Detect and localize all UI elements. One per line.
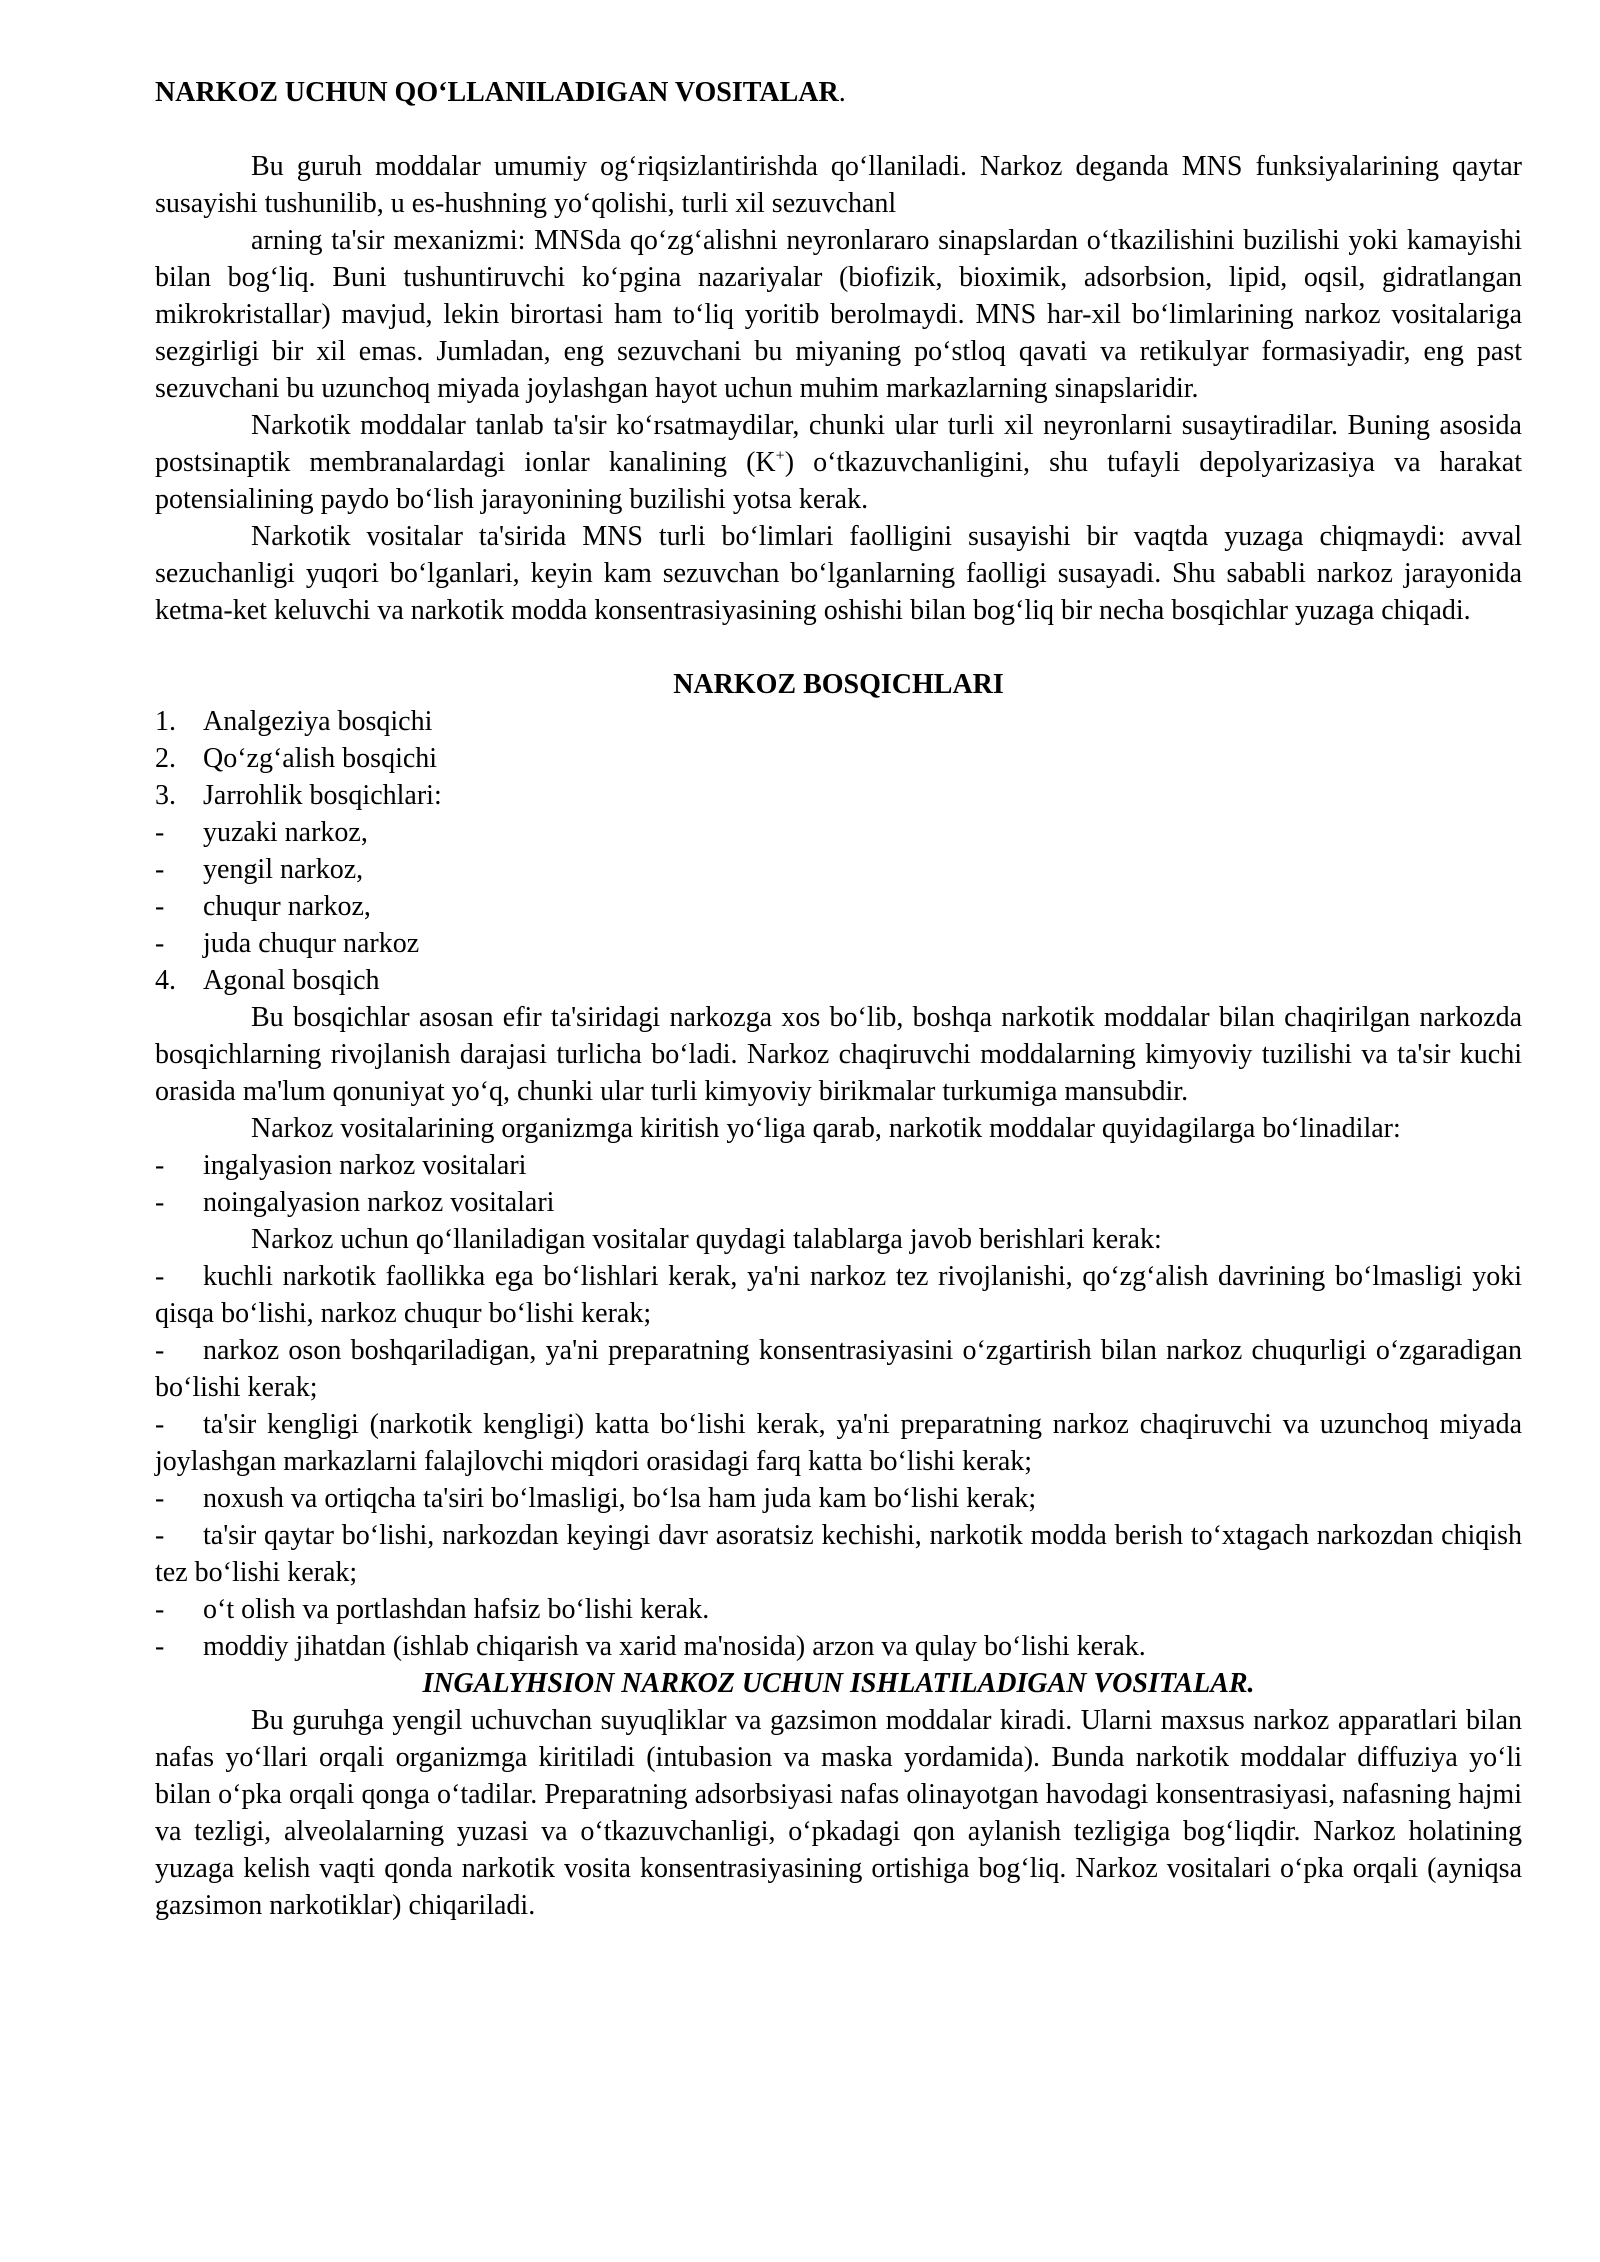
list-marker: - [155, 1594, 165, 1625]
list-item [155, 777, 1522, 814]
list-marker: - [155, 1187, 165, 1218]
list-marker: - [155, 1261, 165, 1292]
stages-note-paragraph: Bu bosqichlar asosan efir ta'siridagi narkozga xos boʻlib, boshqa narkotik moddalar bilan chaqirilgan narkozda bosqichlarning rivojlanish darajasi turlicha boʻladi. Narkoz chaqiruvchi moddalarning kimyoviy tuzilishi va ta'sir kuchi orasida ma'lum qonuniyat yoʻq, chunki ular turli kimyoviy birikmalar turkumiga mansubdir. [155, 1002, 1522, 1107]
requirements-paragraph: Narkoz uchun qoʻllaniladigan vositalar quydagi talablarga javob berishlari kerak: [251, 1224, 1162, 1255]
ion-channel-paragraph [155, 407, 1522, 518]
intro-paragraph-2: arning ta'sir mexanizmi: MNSda qoʻzgʻalishni neyronlararo sinapslardan oʻtkazilishini buzilishi yoki kamayishi bilan bogʻliq. Buni tushuntiruvchi koʻpgina nazariyalar (biofizik, bioximik, adsorbsion, lipid, oqsil, gidratlangan mikrokristallar) mavjud, lekin birortasi ham toʻliq yoritib berolmaydi. MNS har-xil boʻlimlarining narkoz vositalariga sezgirligi bir xil emas. Jumladan, eng sezuvchani bu miyaning poʻstloq qavati va retikulyar formasiyadir, eng past sezuvchani bu uzunchoq miyada joylashgan hayot uchun muhim markazlarning sinapslaridir. [155, 225, 1522, 404]
list-item-text: kuchli narkotik faollikka ega boʻlishlari kerak, ya'ni narkoz tez rivojlanishi, qoʻzgʻalish davrining boʻlmasligi yoki qisqa boʻlishi, narkoz chuqur boʻlishi kerak; [155, 1261, 1522, 1329]
list-item [155, 814, 1522, 851]
ion-text-before: Narkotik moddalar tanlab ta'sir koʻrsatmaydilar, chunki ular turli xil neyronlarni susaytiradilar. Buning asosida postsinaptik membranalardagi ionlar kanalining (K [155, 410, 1522, 478]
list-item [155, 1258, 1522, 1332]
list-item-text: ta'sir qaytar boʻlishi, narkozdan keyingi davr asoratsiz kechishi, narkotik modda berish toʻxtagach narkozdan chiqish tez boʻlishi kerak; [155, 1520, 1522, 1588]
list-marker: 1. [155, 706, 176, 737]
list-item [155, 1332, 1522, 1406]
list-item-text: oʻt olish va portlashdan hafsiz boʻlishi kerak. [203, 1594, 710, 1625]
potassium-superscript: + [775, 447, 785, 465]
list-item [155, 1628, 1522, 1665]
list-marker: - [155, 891, 165, 922]
list-item [155, 740, 1522, 777]
list-item-text: Qoʻzgʻalish bosqichi [203, 743, 438, 774]
stages-heading: NARKOZ BOSQICHLARI [673, 669, 1004, 700]
list-item-text: ingalyasion narkoz vositalari [203, 1150, 527, 1181]
list-item-text: juda chuqur narkoz [203, 928, 420, 959]
title-text: NARKOZ UCHUN QOʻLLANILADIGAN VOSITALAR [155, 77, 839, 108]
list-item-text: moddiy jihatdan (ishlab chiqarish va xarid ma'nosida) arzon va qulay boʻlishi kerak. [203, 1631, 1146, 1662]
list-marker: - [155, 928, 165, 959]
list-marker: 4. [155, 965, 176, 996]
list-item-text: narkoz oson boshqariladigan, ya'ni preparatning konsentrasiyasini oʻzgartirish bilan narkoz chuqurligi oʻzgaradigan boʻlishi kerak; [155, 1335, 1522, 1403]
list-item [155, 1517, 1522, 1591]
list-item-text: Agonal bosqich [203, 965, 380, 996]
list-item-text: noingalyasion narkoz vositalari [203, 1187, 555, 1218]
list-item [155, 1480, 1522, 1517]
list-item [155, 1406, 1522, 1480]
list-item [155, 888, 1522, 925]
list-marker: - [155, 854, 165, 885]
list-item-text: Analgeziya bosqichi [203, 706, 433, 737]
list-marker: - [155, 817, 165, 848]
inhalation-heading: INGALYHSION NARKOZ UCHUN ISHLATILADIGAN VOSITALAR. [422, 1668, 1255, 1699]
list-marker: - [155, 1150, 165, 1181]
list-item [155, 925, 1522, 962]
intro-paragraph-1: Bu guruh moddalar umumiy ogʻriqsizlantirishda qoʻllaniladi. Narkoz deganda MNS funksiyalarining qaytar susayishi tushunilib, u es-hushning yoʻqolishi, turli xil sezuvchanl [155, 151, 1522, 219]
list-item [155, 703, 1522, 740]
routes-paragraph: Narkoz vositalarining organizmga kiritish yoʻliga qarab, narkotik moddalar quyidagilarga boʻlinadilar: [251, 1113, 1401, 1144]
title-period: . [838, 77, 846, 108]
list-marker: 3. [155, 780, 176, 811]
list-marker: - [155, 1520, 165, 1551]
list-marker: - [155, 1335, 165, 1366]
list-marker: - [155, 1631, 165, 1662]
list-marker: - [155, 1409, 165, 1440]
document-title [155, 74, 1522, 111]
list-item-text: Jarrohlik bosqichlari: [203, 780, 442, 811]
inhalation-paragraph: Bu guruhga yengil uchuvchan suyuqliklar va gazsimon moddalar kiradi. Ularni maxsus narkoz apparatlari bilan nafas yoʻllari orqali organizmga kiritiladi (intubasion va maska yordamida). Bunda narkotik moddalar diffuziya yoʻli bilan oʻpka orqali qonga oʻtadilar. Preparatning adsorbsiyasi nafas olinayotgan havodagi konsentrasiyasi, nafasning hajmi va tezligi, alveolalarning yuzasi va oʻtkazuvchanligi, oʻpkadagi qon aylanish tezligiga bogʻliqdir. Narkoz holatining yuzaga kelish vaqti qonda narkotik vosita konsentrasiyasining ortishiga bogʻliq. Narkoz vositalari oʻpka orqali (ayniqsa gazsimon narkotiklar) chiqariladi. [155, 1705, 1522, 1921]
list-item [155, 851, 1522, 888]
list-item [155, 1184, 1522, 1221]
list-item-text: ta'sir kengligi (narkotik kengligi) katta boʻlishi kerak, ya'ni preparatning narkoz chaqiruvchi va uzunchoq miyada joylashgan markazlarni falajlovchi miqdori orasidagi farq katta boʻlishi kerak; [155, 1409, 1522, 1477]
list-item [155, 962, 1522, 999]
list-item-text: yuzaki narkoz, [203, 817, 368, 848]
stages-intro-paragraph: Narkotik vositalar ta'sirida MNS turli boʻlimlari faolligini susayishi bir vaqtda yuzaga chiqmaydi: avval sezuchanligi yuqori boʻlganlari, keyin kam sezuvchan boʻlganlarning faolligi susayadi. Shu sababli narkoz jarayonida ketma-ket keluvchi va narkotik modda konsentrasiyasining oshishi bilan bogʻliq bir necha bosqichlar yuzaga chiqadi. [155, 521, 1522, 626]
list-item-text: yengil narkoz, [203, 854, 364, 885]
list-item [155, 1147, 1522, 1184]
routes-list [155, 1147, 1522, 1221]
list-item-text: noxush va ortiqcha ta'siri boʻlmasligi, boʻlsa ham juda kam boʻlishi kerak; [203, 1483, 1037, 1514]
ion-text-after: ) oʻtkazuvchanligini, shu tufayli depolyarizasiya va harakat potensialining paydo boʻlish jarayonining buzilishi yotsa kerak. [155, 447, 1522, 515]
list-marker: 2. [155, 743, 176, 774]
list-item-text: chuqur narkoz, [203, 891, 371, 922]
stages-list [155, 703, 1522, 999]
list-marker: - [155, 1483, 165, 1514]
list-item [155, 1591, 1522, 1628]
requirements-list [155, 1258, 1522, 1665]
